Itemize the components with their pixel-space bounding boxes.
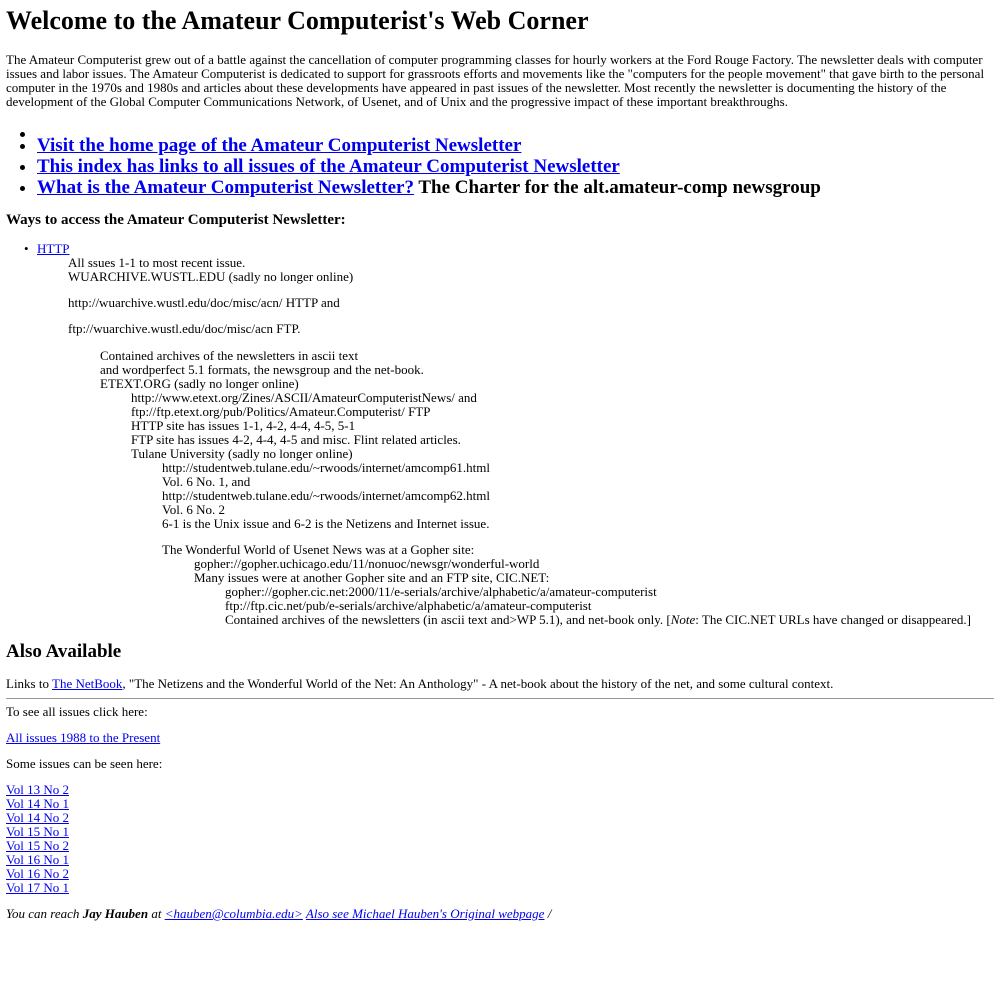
- http-description: All ssues 1-1 to most recent issue.: [68, 255, 246, 270]
- access-heading: Ways to access the Amateur Computerist Newsletter:: [6, 212, 346, 228]
- access-list: [6, 242, 994, 627]
- wuarchive-ftp-url: ftp://wuarchive.wustl.edu/doc/misc/acn FTP.: [68, 321, 301, 336]
- cicnet-desc-end: : The CIC.NET URLs have changed or disappeared.]: [695, 612, 971, 627]
- see-all-text: To see all issues click here:: [6, 704, 148, 719]
- volume-link[interactable]: Vol 15 No 2: [6, 838, 69, 853]
- etext-desc-2: FTP site has issues 4-2, 4-4, 4-5 and misc. Flint related articles.: [131, 432, 461, 447]
- volume-link[interactable]: Vol 17 No 1: [6, 880, 69, 895]
- cicnet-gopher-url: gopher://gopher.cic.net:2000/11/e-serials/archive/alphabetic/a/amateur-computerist: [225, 584, 657, 599]
- author-name: Jay Hauben: [82, 906, 149, 921]
- netbook-prefix: Links to: [6, 676, 52, 691]
- etext-ftp-url: ftp://ftp.etext.org/pub/Politics/Amateur.Computerist/ FTP: [131, 404, 431, 419]
- list-item-what: [37, 177, 994, 198]
- footer-slash: /: [544, 906, 552, 921]
- tulane-title: Tulane University (sadly no longer online): [131, 446, 353, 461]
- charter-text: The Charter for the alt.amateur-comp newsgroup: [413, 177, 821, 198]
- footer-address: [6, 907, 994, 921]
- page: [0, 5, 1000, 921]
- all-issues-link[interactable]: All issues 1988 to the Present: [6, 730, 161, 745]
- tulane-vol-1: Vol. 6 No. 1, and: [162, 474, 251, 489]
- footer-reach-text: You can reach: [6, 906, 83, 921]
- top-links-list: [6, 123, 994, 198]
- list-item-home: [37, 135, 994, 156]
- wuarchive-http-url: http://wuarchive.wustl.edu/doc/misc/acn/ HTTP and: [68, 295, 340, 310]
- tulane-vol-2: Vol. 6 No. 2: [162, 502, 225, 517]
- volume-link[interactable]: Vol 14 No 2: [6, 810, 69, 825]
- gopher-title: The Wonderful World of Usenet News was at a Gopher site:: [162, 542, 475, 557]
- original-webpage-link[interactable]: Also see Michael Hauben's Original webpage: [305, 906, 545, 921]
- etext-http-url: http://www.etext.org/Zines/ASCII/AmateurComputeristNews/ and: [131, 390, 477, 405]
- gopher-url: gopher://gopher.uchicago.edu/11/nonuoc/newsgr/wonderful-world: [194, 556, 540, 571]
- volume-link[interactable]: Vol 16 No 1: [6, 852, 69, 867]
- cicnet-description: [225, 613, 994, 627]
- home-page-link[interactable]: Visit the home page of the Amateur Computerist Newsletter: [37, 135, 522, 156]
- volume-link[interactable]: Vol 14 No 1: [6, 796, 69, 811]
- volume-link[interactable]: Vol 16 No 2: [6, 866, 69, 881]
- netbook-link[interactable]: The NetBook: [52, 676, 123, 691]
- cicnet-ftp-url: ftp://ftp.cic.net/pub/e-serials/archive/alphabetic/a/amateur-computerist: [225, 598, 592, 613]
- cicnet-desc-start: Contained archives of the newsletters (in ascii text and>WP 5.1), and net-book only. [: [225, 612, 671, 627]
- wuarchive-desc-1: Contained archives of the newsletters in ascii text: [100, 348, 359, 363]
- cicnet-note: Note: [670, 612, 696, 627]
- footer-at-text: at: [148, 906, 165, 921]
- all-issues-paragraph: [6, 731, 994, 745]
- netbook-suffix: , "The Netizens and the Wonderful World of the Net: An Anthology" - A net-book about the history of the net, and some cultural context.: [122, 676, 834, 691]
- wuarchive-title: WUARCHIVE.WUSTL.EDU (sadly no longer online): [68, 269, 354, 284]
- etext-title: ETEXT.ORG (sadly no longer online): [100, 376, 299, 391]
- list-item-index: [37, 156, 994, 177]
- volume-link[interactable]: Vol 15 No 1: [6, 824, 69, 839]
- index-link[interactable]: This index has links to all issues of the Amateur Computerist Newsletter: [37, 156, 620, 177]
- tulane-description: 6-1 is the Unix issue and 6-2 is the Netizens and Internet issue.: [162, 516, 490, 531]
- volume-list: [6, 783, 994, 895]
- divider: [6, 698, 994, 699]
- http-link[interactable]: HTTP: [37, 241, 70, 256]
- page-title: Welcome to the Amateur Computerist's Web Corner: [6, 6, 589, 35]
- etext-desc-1: HTTP site has issues 1-1, 4-2, 4-4, 4-5, 5-1: [131, 418, 356, 433]
- email-link[interactable]: <hauben@columbia.edu>: [164, 906, 303, 921]
- tulane-url-2: http://studentweb.tulane.edu/~rwoods/internet/amcomp62.html: [162, 488, 491, 503]
- some-issues-text: Some issues can be seen here:: [6, 756, 163, 771]
- wuarchive-desc-2: and wordperfect 5.1 formats, the newsgroup and the net-book.: [100, 362, 424, 377]
- what-is-link[interactable]: What is the Amateur Computerist Newsletter?: [37, 177, 414, 198]
- tulane-url-1: http://studentweb.tulane.edu/~rwoods/internet/amcomp61.html: [162, 460, 491, 475]
- intro-paragraph: The Amateur Computerist grew out of a battle against the cancellation of computer programming classes for hourly workers at the Ford Rouge Factory. The newsletter deals with computer issues and labor issues. The Amateur Computerist is dedicated to support for grassroots efforts and movements like the "computers for the people movement" that gave birth to the personal computer in the 1970s and 1980s and articles about these developments have appeared in past issues of the newsletter. Most recently the newsletter is documenting the history of the development of the Global Computer Communications Network, of Usenet, and of Unix and the progressive impact of these important breakthroughs.: [6, 52, 985, 109]
- netbook-paragraph: [6, 677, 994, 691]
- also-available-heading: Also Available: [6, 641, 122, 662]
- cicnet-title: Many issues were at another Gopher site and an FTP site, CIC.NET:: [194, 570, 550, 585]
- volume-link[interactable]: Vol 13 No 2: [6, 782, 69, 797]
